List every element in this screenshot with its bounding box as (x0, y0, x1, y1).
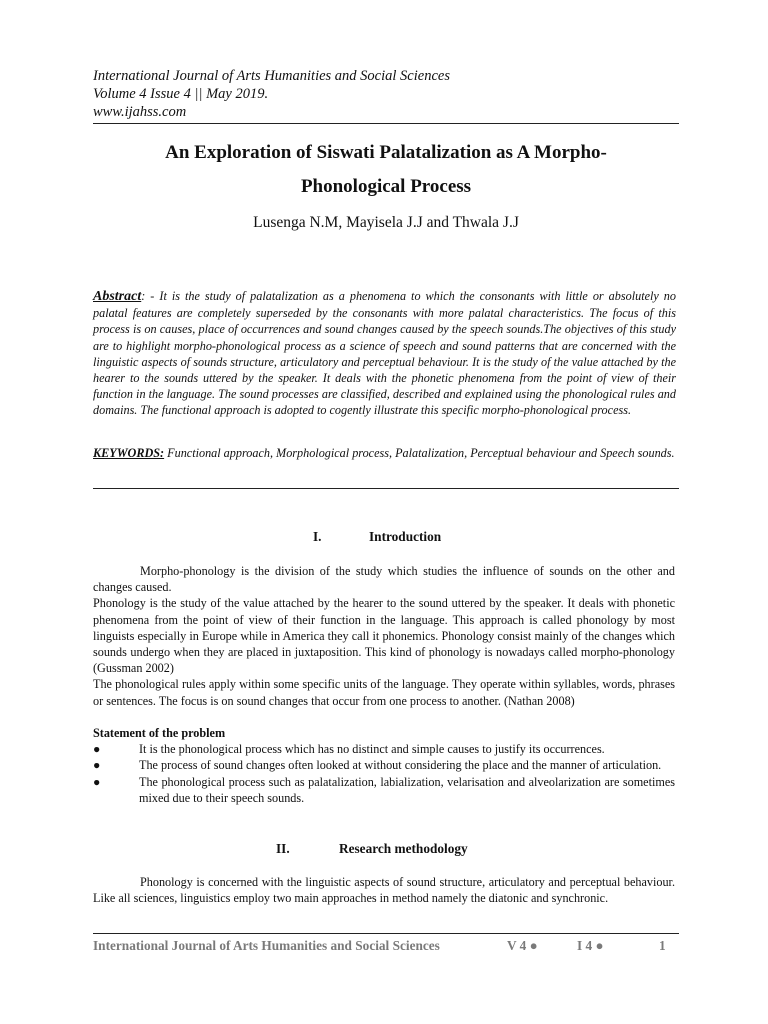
list-item (93, 741, 675, 757)
authors: Lusenga N.M, Mayisela J.J and Thwala J.J (253, 214, 519, 231)
methodology-body (93, 874, 675, 906)
footer-issue: I 4 ● (577, 938, 604, 953)
paper-title-line-2: Phonological Process (300, 176, 472, 197)
section-number: II. (276, 841, 290, 856)
abstract (93, 288, 676, 419)
section-number: I. (313, 529, 322, 544)
paragraph: Phonology is the study of the value attached by the hearer to the sound uttered by the speaker. It deals with phonetic phenomena from the point of view of their function in the language. This approach is called phonology by most linguists especially in Europe while in America they call it phonemics. Phonology consist mainly of the changes which sounds undergo when they are placed in juxtaposition. This kind of phonology is nowadays called morpho-phonology (Gussman 2002) (93, 596, 675, 676)
keywords (93, 444, 676, 462)
list-item-text: It is the phonological process which has no distinct and simple causes to justify its occurrences. (139, 742, 605, 756)
keywords-label: KEYWORDS: (93, 446, 165, 460)
abstract-text: It is the study of palatalization as a phenomena to which the consonants with little or absolutely no palatal features are completely superseded by the consonants with more palatal characteristics. The focus of this process is on causes, place of occurrences and sound changes caused by the speech sounds.The objectives of this study are to highlight morpho-phonological process as a science of speech and sound patterns that are concerned with the linguistic aspects of sounds structure, articulatory and perceptual behaviour. It is the study of the value attached by the hearer to the sounds uttered by the speaker. It deals with the phonetic phenomena from the point of view of their function in the language. The sound processes are classified, described and explained using the phonological rules and domains. The functional approach is adopted to cogently illustrate this specific morpho-phonological process. (93, 289, 676, 418)
journal-name: International Journal of Arts Humanities and Social Sciences (93, 68, 450, 84)
abstract-separator: : - (141, 289, 160, 303)
section-title: Introduction (369, 529, 442, 544)
footer-rule (93, 933, 679, 934)
paragraph: Morpho-phonology is the division of the study which studies the influence of sounds on the other and changes caused. (93, 564, 675, 595)
section-title: Research methodology (339, 841, 468, 856)
abstract-rule (93, 488, 679, 489)
bullet-icon: ● (93, 742, 101, 756)
page-number: 1 (659, 938, 666, 953)
problem-list (93, 741, 675, 806)
paper-title (93, 136, 679, 204)
paragraph: Phonology is concerned with the linguistic aspects of sound structure, articulatory and perceptual behaviour. Like all sciences, linguistics employ two main approaches in method namely the diatonic and synchronic. (93, 875, 675, 906)
header-rule (93, 123, 679, 124)
introduction-body (93, 563, 675, 709)
journal-website[interactable]: www.ijahss.com (93, 104, 187, 120)
footer-journal: International Journal of Arts Humanities and Social Sciences (93, 938, 440, 953)
abstract-label: Abstract (93, 289, 142, 304)
bullet-icon: ● (93, 758, 101, 773)
journal-issue: Volume 4 Issue 4 || May 2019. (93, 86, 269, 102)
statement-heading: Statement of the problem (93, 726, 226, 740)
list-item-text: The process of sound changes often looked at without considering the place and the manner of articulation. (139, 758, 662, 773)
list-item-text: The phonological process such as palatalization, labialization, velarisation and alveolarization are sometimes mixed due to their speech sounds. (139, 774, 675, 805)
bullet-icon: ● (93, 774, 101, 789)
list-item (93, 757, 675, 773)
footer-volume: V 4 ● (507, 938, 538, 953)
journal-header (93, 67, 450, 121)
paper-title-line-1: An Exploration of Siswati Palatalization as A Morpho- (165, 142, 607, 163)
paragraph: The phonological rules apply within some specific units of the language. They operate within syllables, words, phrases or sentences. The focus is on sound changes that occur from one process to another. (Nathan 2008) (93, 677, 675, 708)
list-item (93, 774, 675, 807)
keywords-text: Functional approach, Morphological process, Palatalization, Perceptual behaviour and Speech sounds. (167, 446, 675, 460)
